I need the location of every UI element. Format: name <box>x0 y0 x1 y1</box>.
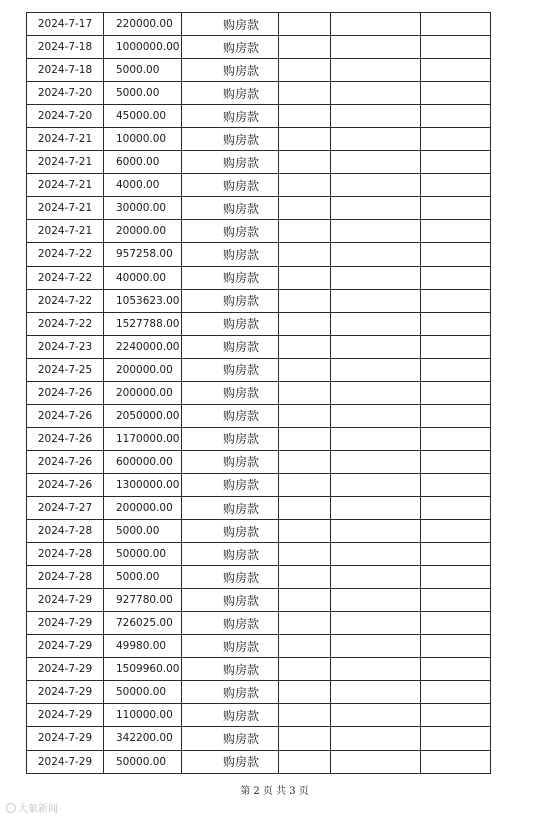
table-row <box>27 358 491 381</box>
type-cell: 购房款 <box>182 266 279 289</box>
empty-cell <box>279 658 331 681</box>
table-row <box>27 59 491 82</box>
amount-cell: 726025.00 <box>104 612 182 635</box>
empty-cell <box>279 358 331 381</box>
table-row <box>27 289 491 312</box>
empty-cell <box>279 566 331 589</box>
empty-cell <box>331 381 421 404</box>
empty-cell <box>421 427 491 450</box>
amount-cell: 927780.00 <box>104 589 182 612</box>
type-cell: 购房款 <box>182 36 279 59</box>
table-row <box>27 727 491 750</box>
empty-cell <box>279 13 331 36</box>
date-cell: 2024-7-26 <box>27 404 104 427</box>
table-row <box>27 681 491 704</box>
amount-cell: 5000.00 <box>104 520 182 543</box>
empty-cell <box>421 151 491 174</box>
type-cell: 购房款 <box>182 750 279 773</box>
empty-cell <box>421 312 491 335</box>
empty-cell <box>421 36 491 59</box>
amount-cell: 40000.00 <box>104 266 182 289</box>
empty-cell <box>421 381 491 404</box>
type-cell: 购房款 <box>182 59 279 82</box>
date-cell: 2024-7-29 <box>27 658 104 681</box>
type-cell: 购房款 <box>182 473 279 496</box>
empty-cell <box>331 750 421 773</box>
amount-cell: 957258.00 <box>104 243 182 266</box>
table-row <box>27 82 491 105</box>
empty-cell <box>331 727 421 750</box>
table-row <box>27 704 491 727</box>
empty-cell <box>279 59 331 82</box>
empty-cell <box>279 174 331 197</box>
date-cell: 2024-7-28 <box>27 520 104 543</box>
date-cell: 2024-7-18 <box>27 59 104 82</box>
page-number: 第 2 页 共 3 页 <box>240 786 309 797</box>
empty-cell <box>279 750 331 773</box>
date-cell: 2024-7-20 <box>27 82 104 105</box>
empty-cell <box>279 151 331 174</box>
empty-cell <box>279 220 331 243</box>
amount-cell: 50000.00 <box>104 681 182 704</box>
empty-cell <box>331 543 421 566</box>
type-cell: 购房款 <box>182 312 279 335</box>
empty-cell <box>421 82 491 105</box>
date-cell: 2024-7-21 <box>27 197 104 220</box>
table-row <box>27 473 491 496</box>
amount-cell: 1527788.00 <box>104 312 182 335</box>
empty-cell <box>279 312 331 335</box>
table-row <box>27 612 491 635</box>
empty-cell <box>279 82 331 105</box>
empty-cell <box>279 612 331 635</box>
table-row <box>27 105 491 128</box>
table-row <box>27 128 491 151</box>
empty-cell <box>331 266 421 289</box>
amount-cell: 2240000.00 <box>104 335 182 358</box>
date-cell: 2024-7-23 <box>27 335 104 358</box>
amount-cell: 1053623.00 <box>104 289 182 312</box>
empty-cell <box>421 612 491 635</box>
empty-cell <box>331 128 421 151</box>
empty-cell <box>331 520 421 543</box>
empty-cell <box>421 681 491 704</box>
empty-cell <box>331 427 421 450</box>
date-cell: 2024-7-29 <box>27 704 104 727</box>
watermark <box>6 800 58 815</box>
table-row <box>27 312 491 335</box>
date-cell: 2024-7-20 <box>27 105 104 128</box>
empty-cell <box>421 589 491 612</box>
type-cell: 购房款 <box>182 13 279 36</box>
type-cell: 购房款 <box>182 220 279 243</box>
type-cell: 购房款 <box>182 612 279 635</box>
date-cell: 2024-7-21 <box>27 220 104 243</box>
table-row <box>27 197 491 220</box>
amount-cell: 5000.00 <box>104 82 182 105</box>
empty-cell <box>331 635 421 658</box>
amount-cell: 110000.00 <box>104 704 182 727</box>
empty-cell <box>279 404 331 427</box>
table-row <box>27 635 491 658</box>
table-row <box>27 13 491 36</box>
empty-cell <box>331 335 421 358</box>
date-cell: 2024-7-29 <box>27 727 104 750</box>
empty-cell <box>421 450 491 473</box>
empty-cell <box>331 289 421 312</box>
empty-cell <box>421 658 491 681</box>
amount-cell: 5000.00 <box>104 566 182 589</box>
empty-cell <box>331 589 421 612</box>
empty-cell <box>421 266 491 289</box>
date-cell: 2024-7-29 <box>27 589 104 612</box>
table-row <box>27 266 491 289</box>
type-cell: 购房款 <box>182 197 279 220</box>
table-row <box>27 566 491 589</box>
type-cell: 购房款 <box>182 658 279 681</box>
date-cell: 2024-7-21 <box>27 151 104 174</box>
table-row <box>27 335 491 358</box>
empty-cell <box>279 727 331 750</box>
watermark-text: 大象新闻 <box>18 804 58 815</box>
amount-cell: 20000.00 <box>104 220 182 243</box>
empty-cell <box>331 105 421 128</box>
date-cell: 2024-7-29 <box>27 612 104 635</box>
empty-cell <box>279 473 331 496</box>
table-row <box>27 381 491 404</box>
empty-cell <box>331 312 421 335</box>
type-cell: 购房款 <box>182 82 279 105</box>
empty-cell <box>331 13 421 36</box>
amount-cell: 50000.00 <box>104 543 182 566</box>
table-row <box>27 543 491 566</box>
empty-cell <box>279 450 331 473</box>
amount-cell: 2050000.00 <box>104 404 182 427</box>
empty-cell <box>331 82 421 105</box>
empty-cell <box>279 635 331 658</box>
empty-cell <box>331 151 421 174</box>
empty-cell <box>279 427 331 450</box>
date-cell: 2024-7-22 <box>27 289 104 312</box>
type-cell: 购房款 <box>182 427 279 450</box>
empty-cell <box>421 404 491 427</box>
date-cell: 2024-7-26 <box>27 381 104 404</box>
date-cell: 2024-7-29 <box>27 750 104 773</box>
empty-cell <box>279 496 331 519</box>
empty-cell <box>421 543 491 566</box>
empty-cell <box>421 520 491 543</box>
empty-cell <box>421 635 491 658</box>
empty-cell <box>279 589 331 612</box>
table-row <box>27 450 491 473</box>
empty-cell <box>331 473 421 496</box>
empty-cell <box>279 197 331 220</box>
empty-cell <box>421 174 491 197</box>
empty-cell <box>421 727 491 750</box>
type-cell: 购房款 <box>182 128 279 151</box>
date-cell: 2024-7-29 <box>27 681 104 704</box>
date-cell: 2024-7-29 <box>27 635 104 658</box>
empty-cell <box>421 243 491 266</box>
amount-cell: 1170000.00 <box>104 427 182 450</box>
watermark-logo-icon <box>6 803 16 813</box>
empty-cell <box>279 105 331 128</box>
amount-cell: 200000.00 <box>104 381 182 404</box>
empty-cell <box>331 681 421 704</box>
table-row <box>27 589 491 612</box>
type-cell: 购房款 <box>182 381 279 404</box>
ledger-body <box>27 13 491 774</box>
empty-cell <box>331 612 421 635</box>
empty-cell <box>331 36 421 59</box>
amount-cell: 342200.00 <box>104 727 182 750</box>
empty-cell <box>331 404 421 427</box>
type-cell: 购房款 <box>182 635 279 658</box>
empty-cell <box>331 243 421 266</box>
date-cell: 2024-7-22 <box>27 312 104 335</box>
amount-cell: 600000.00 <box>104 450 182 473</box>
empty-cell <box>331 174 421 197</box>
type-cell: 购房款 <box>182 681 279 704</box>
type-cell: 购房款 <box>182 520 279 543</box>
empty-cell <box>421 59 491 82</box>
type-cell: 购房款 <box>182 589 279 612</box>
empty-cell <box>421 335 491 358</box>
empty-cell <box>279 681 331 704</box>
date-cell: 2024-7-18 <box>27 36 104 59</box>
date-cell: 2024-7-26 <box>27 427 104 450</box>
empty-cell <box>279 266 331 289</box>
amount-cell: 6000.00 <box>104 151 182 174</box>
date-cell: 2024-7-17 <box>27 13 104 36</box>
date-cell: 2024-7-26 <box>27 473 104 496</box>
table-row <box>27 520 491 543</box>
type-cell: 购房款 <box>182 450 279 473</box>
table-row <box>27 151 491 174</box>
type-cell: 购房款 <box>182 289 279 312</box>
empty-cell <box>331 496 421 519</box>
table-row <box>27 496 491 519</box>
table-row <box>27 174 491 197</box>
empty-cell <box>331 566 421 589</box>
table-row <box>27 750 491 773</box>
date-cell: 2024-7-25 <box>27 358 104 381</box>
empty-cell <box>421 750 491 773</box>
amount-cell: 45000.00 <box>104 105 182 128</box>
empty-cell <box>421 704 491 727</box>
type-cell: 购房款 <box>182 543 279 566</box>
table-row <box>27 243 491 266</box>
empty-cell <box>331 704 421 727</box>
date-cell: 2024-7-21 <box>27 174 104 197</box>
ledger-table <box>26 12 491 774</box>
empty-cell <box>421 105 491 128</box>
empty-cell <box>331 450 421 473</box>
type-cell: 购房款 <box>182 174 279 197</box>
empty-cell <box>331 197 421 220</box>
table-row <box>27 658 491 681</box>
empty-cell <box>421 496 491 519</box>
type-cell: 购房款 <box>182 566 279 589</box>
empty-cell <box>421 566 491 589</box>
date-cell: 2024-7-28 <box>27 543 104 566</box>
amount-cell: 4000.00 <box>104 174 182 197</box>
type-cell: 购房款 <box>182 358 279 381</box>
table-row <box>27 36 491 59</box>
empty-cell <box>331 658 421 681</box>
empty-cell <box>421 128 491 151</box>
empty-cell <box>279 36 331 59</box>
empty-cell <box>421 197 491 220</box>
empty-cell <box>421 358 491 381</box>
type-cell: 购房款 <box>182 151 279 174</box>
type-cell: 购房款 <box>182 243 279 266</box>
empty-cell <box>279 543 331 566</box>
empty-cell <box>279 243 331 266</box>
empty-cell <box>279 381 331 404</box>
empty-cell <box>421 473 491 496</box>
amount-cell: 1000000.00 <box>104 36 182 59</box>
amount-cell: 50000.00 <box>104 750 182 773</box>
empty-cell <box>279 520 331 543</box>
empty-cell <box>331 59 421 82</box>
type-cell: 购房款 <box>182 105 279 128</box>
empty-cell <box>421 13 491 36</box>
amount-cell: 220000.00 <box>104 13 182 36</box>
table-row <box>27 220 491 243</box>
table-row <box>27 404 491 427</box>
empty-cell <box>279 128 331 151</box>
type-cell: 购房款 <box>182 496 279 519</box>
empty-cell <box>279 289 331 312</box>
type-cell: 购房款 <box>182 335 279 358</box>
amount-cell: 49980.00 <box>104 635 182 658</box>
date-cell: 2024-7-21 <box>27 128 104 151</box>
date-cell: 2024-7-27 <box>27 496 104 519</box>
empty-cell <box>421 289 491 312</box>
empty-cell <box>331 358 421 381</box>
table-row <box>27 427 491 450</box>
amount-cell: 5000.00 <box>104 59 182 82</box>
date-cell: 2024-7-22 <box>27 266 104 289</box>
date-cell: 2024-7-28 <box>27 566 104 589</box>
empty-cell <box>279 335 331 358</box>
amount-cell: 30000.00 <box>104 197 182 220</box>
empty-cell <box>421 220 491 243</box>
amount-cell: 200000.00 <box>104 358 182 381</box>
amount-cell: 1300000.00 <box>104 473 182 496</box>
date-cell: 2024-7-26 <box>27 450 104 473</box>
amount-cell: 10000.00 <box>104 128 182 151</box>
type-cell: 购房款 <box>182 704 279 727</box>
type-cell: 购房款 <box>182 404 279 427</box>
amount-cell: 1509960.00 <box>104 658 182 681</box>
empty-cell <box>331 220 421 243</box>
type-cell: 购房款 <box>182 727 279 750</box>
empty-cell <box>279 704 331 727</box>
date-cell: 2024-7-22 <box>27 243 104 266</box>
amount-cell: 200000.00 <box>104 496 182 519</box>
